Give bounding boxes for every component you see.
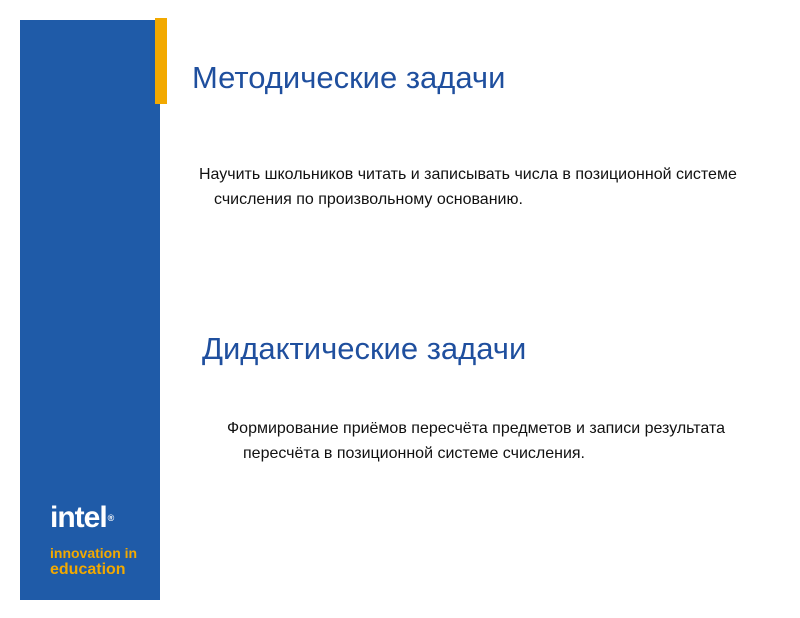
logo-tagline-line2: education [50, 561, 126, 578]
methodical-tasks-text: Научить школьников читать и записывать числа в позиционной системе счисления по произвольному основанию. [199, 166, 737, 208]
methodical-tasks-heading: Методические задачи [192, 60, 506, 95]
logo-tagline-line1: innovation in [50, 545, 138, 561]
logo-brand: intel [50, 501, 107, 534]
didactic-tasks-text: Формирование приёмов пересчёта предметов и записи результата пересчёта в позиционной системе счисления. [227, 420, 725, 462]
logo-wordmark [50, 498, 150, 538]
didactic-tasks-heading: Дидактические задачи [202, 331, 527, 366]
logo-registered-mark: ® [107, 513, 114, 523]
accent-bar [155, 18, 167, 104]
intel-logo [50, 498, 150, 579]
